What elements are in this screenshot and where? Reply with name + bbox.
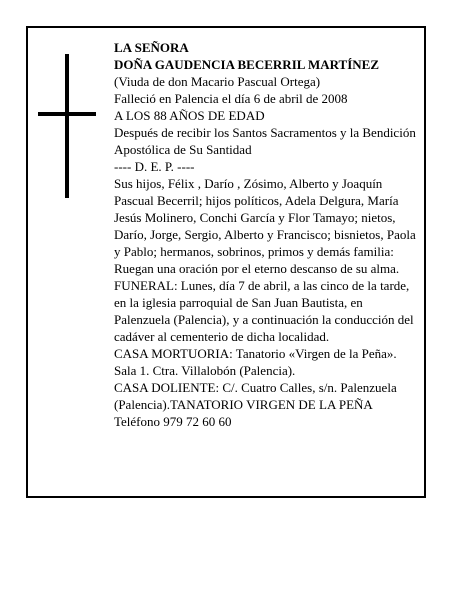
widow-of-line: (Viuda de don Macario Pascual Ortega) (114, 74, 321, 89)
funeral-paragraph: FUNERAL: Lunes, día 7 de abril, a las cinco de la tarde, en la iglesia parroquial de San Juan Bautista, en Palenzuela (Palencia), y a continuación la conducción del cadáver al cementerio de dicha localidad. (114, 278, 414, 344)
rip-line: ---- D. E. P. ---- (114, 159, 195, 174)
cross-vertical-bar (65, 54, 69, 198)
phone-line: Teléfono 979 72 60 60 (114, 414, 232, 429)
age-line: A LOS 88 AÑOS DE EDAD (114, 108, 265, 123)
deceased-name: DOÑA GAUDENCIA BECERRIL MARTÍNEZ (114, 57, 380, 72)
mortuary-paragraph: CASA MORTUORIA: Tanatorio «Virgen de la Peña». Sala 1. Ctra. Villalobón (Palencia). (114, 346, 397, 378)
prayer-line: Ruegan una oración por el eterno descanso de su alma. (114, 261, 400, 276)
obituary-notice (26, 26, 426, 498)
cross-icon (38, 54, 96, 198)
obituary-text (114, 39, 420, 430)
cross-horizontal-bar (38, 112, 96, 116)
sacraments-line: Después de recibir los Santos Sacramentos y la Bendición Apostólica de Su Santidad (114, 125, 416, 157)
mourning-house-paragraph: CASA DOLIENTE: C/. Cuatro Calles, s/n. Palenzuela (Palencia).TANATORIO VIRGEN DE LA PEÑA (114, 380, 397, 412)
death-line: Falleció en Palencia el día 6 de abril de 2008 (114, 91, 348, 106)
family-paragraph: Sus hijos, Félix , Darío , Zósimo, Alberto y Joaquín Pascual Becerril; hijos políticos, Adela Delgura, María Jesús Molinero, Conchi García y Flor Tamayo; nietos, Darío, Jorge, Sergio, Alberto y Francisco; bisnietos, Paola y Pablo; hermanos, sobrinos, primos y demás familia: (114, 176, 416, 259)
title-line: LA SEÑORA (114, 40, 189, 55)
